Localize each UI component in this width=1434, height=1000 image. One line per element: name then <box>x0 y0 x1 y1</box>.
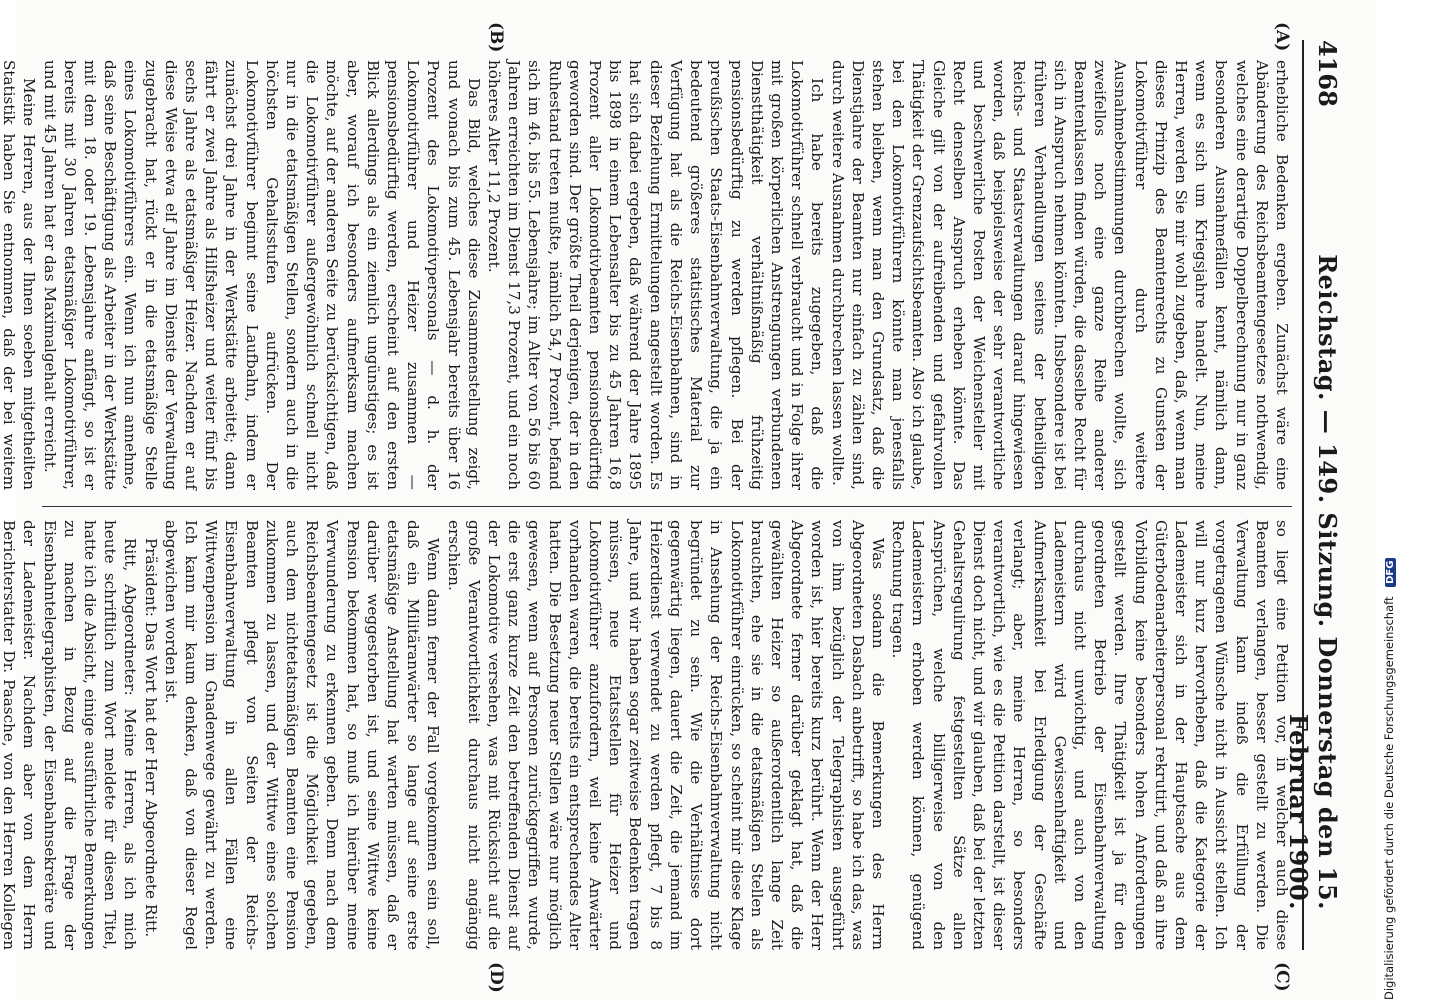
paragraph: Was sodann die Bemerkungen des Herrn Abgeordneten Dasbach anbetrifft, so habe ich das, was von ihm bezüglich der Telegraphisten ausgeführt worden ist, hier bereits kurz berührt. Wenn der Herr Abgeordnete ferner darüber geklagt hat, daß die gewählten Heizer so außerordentlich lange Zeit brauchten, ehe sie in die etatsmäßigen Stellen als Lokomotivführer einrücken, so scheint mir diese Klage in Ansehung der Reichs-Eisenbahnverwaltung nicht begründet zu sein. Wie die Verhältnisse dort gegenwärtig liegen, dauert die Zeit, die jemand im Heizerdienst verwendet zu werden pflegt, 7 bis 8 Jahre, und wir haben sogar zeitweise Bedenken tragen müssen, neue Etatsstellen für Heizer und Lokomotivführer anzufordern, weil keine Anwärter vorhanden waren, die bereits ein entsprechendes Alter hatten. Die Besetzung neuer Stellen wäre nur möglich gewesen, wenn auf Personen zurückgegriffen wurde, die erst ganz kurze Zeit den betreffenden Dienst auf der Lokomotive versehen, was mit Rücksicht auf die große Verantwortlichkeit durchaus nicht angängig erschien. <box>444 520 887 950</box>
margin-marker-a: (A) <box>1272 22 1292 52</box>
margin-marker-c: (C) <box>1272 962 1292 992</box>
margin-marker-d: (D) <box>486 962 506 993</box>
paragraph: Wenn dann ferner der Fall vorgekommen sein soll, daß ein Militäranwärter so lange auf seine erste etatsmäßige Anstellung hat warten müssen, daß er darüber weggestorben ist, und seine Wittwe keine Pension bekommen hat, so muß ich hierüber meine Verwunderung zu erkennen geben. Denn nach dem Reichsbeamtengesetz ist die Möglichkeit gegeben, auch dem nichtetatsmäßigen Beamten eine Pension zukommen zu lassen, und der Wittwe eines solchen Beamten pflegt von Seiten der Reichs-Eisenbahnverwaltung in allen Fällen eine Wittwenpension im Gnadenwege gewährt zu werden. Ich kann mir kaum denken, daß von dieser Regel abgewichen worden ist. <box>161 520 443 950</box>
paragraph: so liegt eine Petition vor, in welcher auch diese Beamten verlangen, besser gestellt zu werden. Die Verwaltung kann indeß die Erfüllung der vorgetragenen Wünsche nicht in Aussicht stellen. Ich will nur kurz hervorheben, daß die Kategorie der Lademeister sich in der Hauptsache aus dem Güterbodenarbeiterpersonal rekrutirt, und daß an ihre Vorbildung keine besonders hohen Anforderungen gestellt werden. Ihre Thätigkeit ist ja für den geordneten Betrieb der Eisenbahnverwaltung durchaus nicht unwichtig, und auch von den Lademeistern wird Gewissenhaftigkeit und Aufmerksamkeit bei Erledigung der Geschäfte verlangt; aber, meine Herren, so besonders verantwortlich, wie es die Petition darstellt, ist dieser Dienst doch nicht, und wir glauben, daß bei der letzten Gehaltsregulirung festgestellten Sätze allen Ansprüchen, welche billigerweise von den Lademeistern erhoben werden können, genügend Rechnung tragen. <box>889 520 1291 950</box>
paragraph: Präsident: Das Wort hat der Herr Abgeordnete Ritt. <box>141 538 160 938</box>
margin-marker-b: (B) <box>486 22 506 53</box>
dfg-logo: DFG <box>1385 558 1396 587</box>
paragraph: Ritt, Abgeordneter: Meine Herren, als ich mich heute schriftlich zum Wort meldete für diesen Titel, hatte ich die Absicht, einige ausführliche Bemerkungen zu machen in Bezug auf die Frage der Eisenbahntelegraphisten, der Eisenbahnsekretäre und der Lademeister. Nachdem aber von dem Herrn Berichterstatter Dr. Paasche, von den Herren Kollegen <box>0 520 140 950</box>
column-divider <box>42 506 1292 507</box>
credit-text: Digitalisierung gefördert durch die Deutsche Forschungsgemeinschaft <box>1382 596 1396 1000</box>
running-title: Reichstag. — 149. Sitzung. Donnerstag den 15. Februar 1900. <box>1284 254 1342 910</box>
page-header <box>1284 40 1344 950</box>
paragraph: Ich habe bereits zugegeben, daß die Lokomotivführer schnell verbraucht und in Folge ihrer mit großen körperlichen Anstrengungen verbundenen Dienstthätigkeit verhältnißmäßig frühzeitig pensionsbedürftig zu werden pflegen. Bei der preußischen Staats-Eisenbahnverwaltung, die ja ein bedeutend größeres statistisches Material zur Verfügung hat als die Reichs-Eisenbahnen, sind in dieser Beziehung Ermittelungen angestellt worden. Es hat sich dabei ergeben, daß während der Jahre 1895 bis 1898 in einem Lebensalter bis zu 45 Jahren 16,8 Prozent aller Lokomotivbeamten pensionsbedürftig geworden sind. Der größte Theil derjenigen, der in den Ruhestand treten mußte, nämlich 54,7 Prozent, befand sich im 46. bis 55. Lebensjahre; im Alter von 56 bis 60 Jahren erreichten im Dienst 17,3 Prozent, und ein noch höheres Alter 11,2 Prozent. <box>485 60 827 490</box>
paragraph: erhebliche Bedenken ergeben. Zunächst wäre eine Abänderung des Reichsbeamtengesetzes nothwendig, welches eine derartige Doppelberechnung nur in ganz besonderen Ausnahmefällen kennt, nämlich dann, wenn es sich um Kriegsjahre handelt. Nun, meine Herren, werden Sie mir wohl zugeben, daß, wenn man dieses Prinzip des Beamtenrechts zu Gunsten der Lokomotivführer durch weitere Ausnahmebestimmungen durchbrechen wollte, sich zweifellos noch eine ganze Reihe anderer Beamtenklassen finden würden, die dasselbe Recht für sich in Anspruch nehmen könnten. Insbesondere ist bei früheren Verhandlungen seitens der betheiligten Reichs- und Staatsverwaltungen darauf hingewiesen worden, daß beispielsweise der sehr verantwortliche und beschwerliche Posten der Weichensteller mit Recht denselben Anspruch erheben könnte. Das Gleiche gilt von der aufreibenden und gefahrvollen Thätigkeit der Grenzaufsichtsbeamten. Also ich glaube, bei den Lokomotivführern könnte man jenesfalls stehen bleiben, wenn man den Grundsatz, daß die Dienstjahre der Beamten nur einfach zu zählen sind, durch weitere Ausnahmen durchbrechen lassen wollte. <box>828 60 1291 490</box>
page-number: 4168 <box>1313 40 1342 107</box>
funding-credit <box>1382 0 1400 1000</box>
right-column <box>0 520 1292 950</box>
paragraph: Das Bild, welches diese Zusammenstellung zeigt, und wonach bis zum 45. Lebensjahr bereits über 16 Prozent des Lokomotivpersonals — d. h. der Lokomotivführer und Heizer zusammen — pensionsbedürftig werden, erscheint auf den ersten Blick allerdings als ein ziemlich ungünstiges; es ist aber, worauf ich besonders aufmerksam machen möchte, auf der anderen Seite zu berücksichtigen, daß die Lokomotivführer außergewöhnlich schnell nicht nur in die etatsmäßigen Stellen, sondern auch in die höchsten Gehaltsstufen aufrücken. Der Lokomotivführer beginnt seine Laufbahn, indem er zunächst drei Jahre in der Werkstätte arbeitet; dann fährt er zwei Jahre als Hilfsheizer und weiter fünf bis sechs Jahre als etatsmäßiger Heizer. Nachdem er auf diese Weise etwa elf Jahre im Dienste der Verwaltung zugebracht hat, rückt er in die etatsmäßige Stelle eines Lokomotivführers ein. Wenn ich nun annehme, daß seine Beschäftigung als Arbeiter in der Werkstätte mit dem 18. oder 19. Lebensjahre anfängt, so ist er bereits mit 30 Jahren etatsmäßiger Lokomotivführer, und mit 45 Jahren hat er das Maximalgehalt erreicht. <box>40 60 483 490</box>
digitization-sidebar <box>1380 0 1434 1000</box>
paragraph: Meine Herren, aus der Ihnen soeben mitgetheilten Statistik haben Sie entnommen, daß der bei weitem <box>0 60 39 490</box>
left-column <box>0 60 1292 490</box>
